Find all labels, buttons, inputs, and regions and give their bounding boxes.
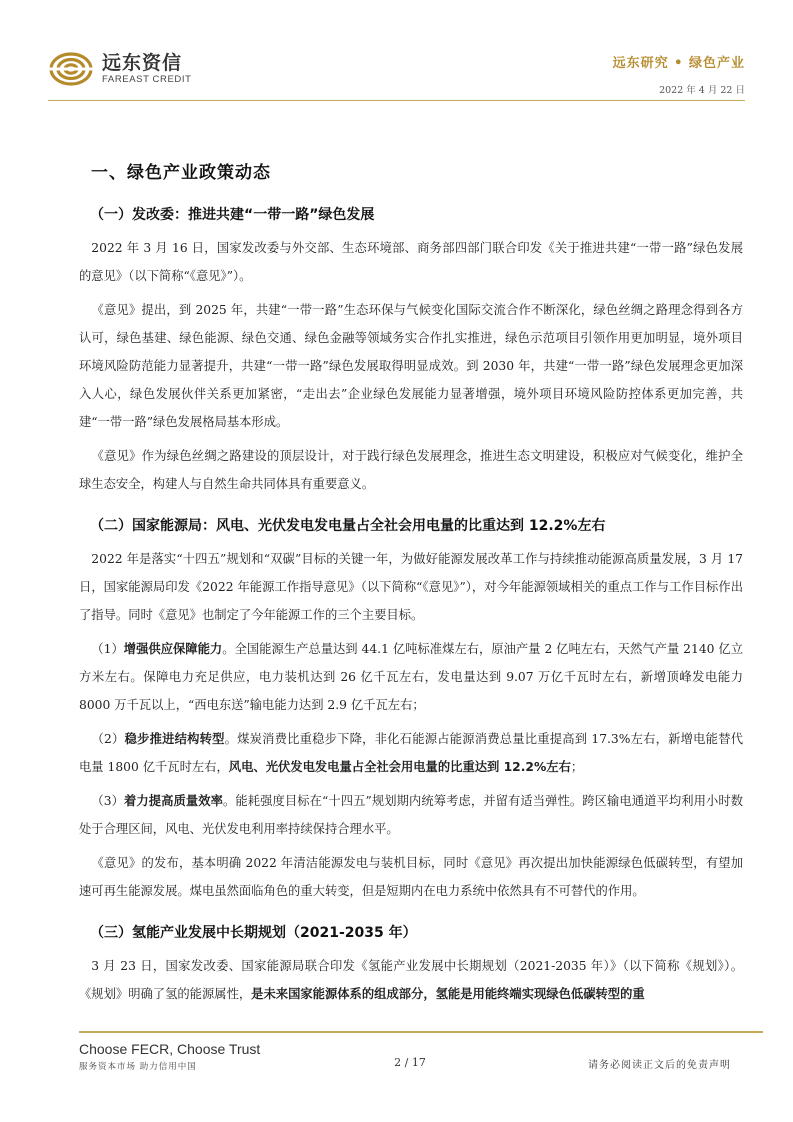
- page-header: [0, 0, 793, 115]
- sub3-paragraph-1: 3 月 23 日，国家发改委、国家能源局联合印发《氢能产业发展中长期规划（2021-2035 年）》（以下简称《规划》）。《规划》明确了氢的能源属性，是未来国家能源体系的组成部分，氢能是用能终端实现绿色低碳转型的重: [79, 959, 743, 1001]
- item-3-heading: 着力提高质量效率: [124, 794, 224, 808]
- subsection-3-title: （三）氢能产业发展中长期规划（2021-2035 年）: [90, 925, 417, 941]
- series-title: 远东研究 • 绿色产业: [612, 56, 745, 71]
- sub2-paragraph-1: 2022 年是落实“十四五”规划和“双碳”目标的关键一年，为做好能源发展改革工作与持续推动能源高质量发展，3 月 17 日，国家能源局印发《2022 年能源工作指导意见》（以下简称“《意见》”），对今年能源领域相关的重点工作与工作目标作出了指导。同时《意见》也制定了今年能源工作的三个主要目标。: [79, 552, 743, 622]
- logo-cn-text: 远东资信: [102, 52, 183, 74]
- fareast-logo-icon: [48, 50, 94, 88]
- page-number: 2 / 17: [394, 1056, 426, 1069]
- sub2-item-3: （3）着力提高质量效率。能耗强度目标在“十四五”规划期内统筹考虑，并留有适当弹性。跨区输电通道平均利用小时数处于合理区间，风电、光伏发电利用率持续保持合理水平。: [79, 794, 743, 836]
- subsection-1-title: （一）发改委：推进共建“一带一路”绿色发展: [90, 207, 375, 223]
- sub1-paragraph-3: 《意见》作为绿色丝绸之路建设的顶层设计，对于践行绿色发展理念，推进生态文明建设，积极应对气候变化，维护全球生态安全，构建人与自然生命共同体具有重要意义。: [79, 449, 743, 491]
- footer-slogan-cn: 服务资本市场 助力信用中国: [79, 1062, 197, 1072]
- sub2-paragraph-2: 《意见》的发布，基本明确 2022 年清洁能源发电与装机目标，同时《意见》再次提出加快能源绿色低碳转型，有望加速可再生能源发展。煤电虽然面临角色的重大转变，但是短期内在电力系统中依然具有不可替代的作用。: [79, 856, 743, 898]
- sub1-paragraph-1: 2022 年 3 月 16 日，国家发改委与外交部、生态环境部、商务部四部门联合印发《关于推进共建“一带一路”绿色发展的意见》（以下简称“《意见》”）。: [79, 241, 743, 283]
- sub2-item-1: （1）增强供应保障能力。全国能源生产总量达到 44.1 亿吨标准煤左右，原油产量 2 亿吨左右，天然气产量 2140 亿立方米左右。保障电力充足供应，电力装机达到 26 亿千瓦左右，发电量达到 9.07 万亿千瓦时左右，新增顶峰发电能力 8000 万千瓦以上，“西电东送”输电能力达到 2.9 亿千瓦左右；: [79, 642, 743, 712]
- item-1-heading: 增强供应保障能力: [123, 642, 223, 656]
- subsection-2-title: （二）国家能源局：风电、光伏发电发电量占全社会用电量的比重达到 12.2%左右: [90, 518, 606, 534]
- header-divider: [48, 100, 745, 101]
- main-content: [79, 158, 743, 1008]
- sub3-highlight: 是未来国家能源体系的组成部分，氢能是用能终端实现绿色低碳转型的重: [251, 987, 645, 1001]
- footer-slogan-en: Choose FECR, Choose Trust: [79, 1041, 261, 1057]
- report-date: 2022 年 4 月 22 日: [659, 85, 745, 96]
- footer-brand: [79, 1041, 260, 1072]
- item-2-heading: 稳步推进结构转型: [124, 732, 225, 746]
- fareast-logo: [48, 50, 192, 88]
- disclaimer-link: 请务必阅读正文后的免责声明: [588, 1060, 731, 1071]
- logo-en-text: FAREAST CREDIT: [102, 74, 192, 85]
- sub1-paragraph-2: 《意见》提出，到 2025 年，共建“一带一路”生态环保与气候变化国际交流合作不断深化，绿色丝绸之路理念得到各方认可，绿色基建、绿色能源、绿色交通、绿色金融等领域务实合作扎实推进，绿色示范项目引领作用更加明显，境外项目环境风险防范能力显著提升，共建“一带一路”绿色发展取得明显成效。到 2030 年，共建“一带一路”绿色发展理念更加深入人心，绿色发展伙伴关系更加紧密，“走出去”企业绿色发展能力显著增强，境外项目环境风险防控体系更加完善，共建“一带一路”绿色发展格局基本形成。: [79, 303, 743, 429]
- section-title: 一、绿色产业政策动态: [91, 163, 271, 183]
- footer-divider: [79, 1031, 763, 1033]
- item-2-highlight: 风电、光伏发电发电量占全社会用电量的比重达到 12.2%左右: [228, 760, 571, 774]
- sub2-item-2: （2）稳步推进结构转型。煤炭消费比重稳步下降，非化石能源占能源消费总量比重提高到 17.3%左右，新增电能替代电量 1800 亿千瓦时左右，风电、光伏发电发电量占全社会用电量的比重达到 12.2%左右；: [79, 732, 743, 774]
